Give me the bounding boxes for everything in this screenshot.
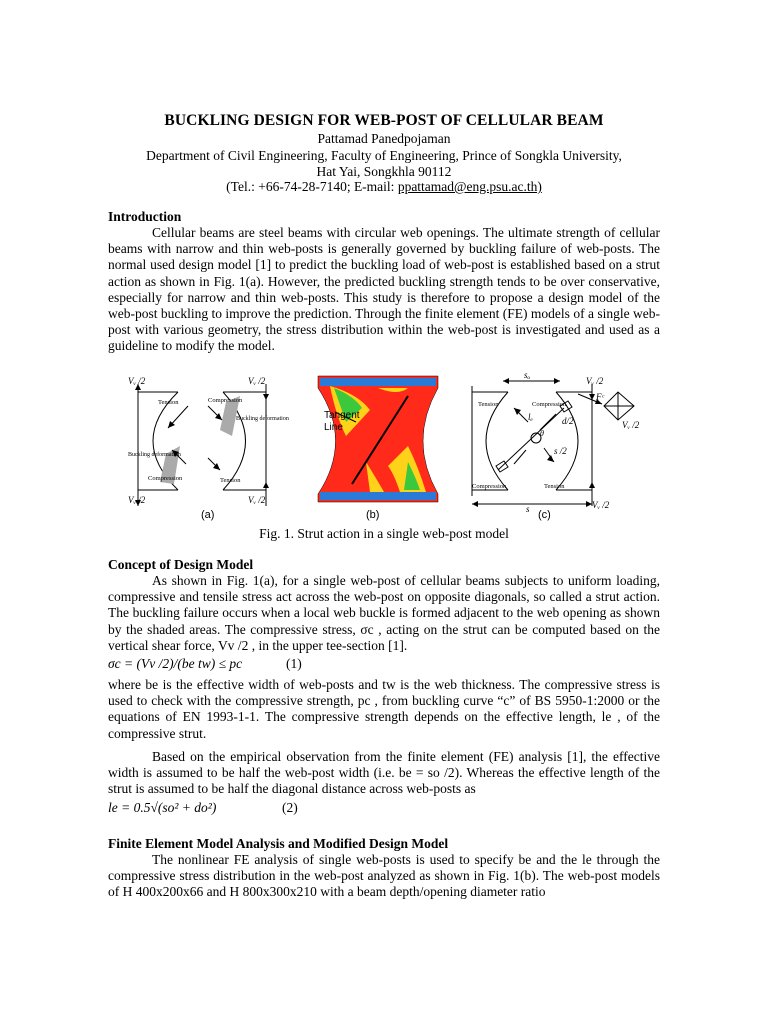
figure-1b-diagram	[316, 374, 440, 521]
concept-heading: Concept of Design Model	[108, 557, 254, 572]
c-top-right: Vᵥ /2	[586, 376, 604, 386]
c-fc: Fᶜ	[596, 392, 604, 402]
figure-1a-diagram	[128, 376, 289, 521]
c-tension-bottom: Tension	[544, 483, 565, 490]
figure-1c-diagram	[472, 370, 640, 521]
c-s2: s /2	[554, 446, 567, 456]
address: Hat Yai, Songkhla 90112	[316, 164, 452, 179]
c-right-v: Vᵥ /2	[622, 420, 640, 430]
b-line: Line	[324, 422, 343, 433]
intro-heading: Introduction	[108, 209, 182, 224]
fe-heading: Finite Element Model Analysis and Modified Design Model	[108, 836, 449, 851]
equation-2-number: (2)	[282, 800, 298, 815]
b-tangent: Tangent	[324, 410, 360, 421]
equation-1-number: (1)	[286, 656, 302, 671]
c-theta: θ	[540, 429, 544, 438]
contact-email: ppattamad@eng.psu.ac.th)	[397, 179, 542, 194]
intro-paragraph: Cellular beams are steel beams with circular web openings. The ultimate strength of cellular beams with narrow and thin web-posts is generally governed by buckling failure of web-posts. The normal used design model [1] to predict the buckling load of web-post is established based on a strut action as shown in Fig. 1(a). However, the predicted buckling strength tends to be over conservative, especially for narrow and thin web-posts. This study is therefore to propose a design model of the web-post buckling to improve the prediction. Through the finite element (FE) models of a single web-post with various geometry, the stress distribution within the web-post is investigated and used as a guideline to modify the model.	[108, 225, 660, 354]
c-bottom-right: Vᵥ /2	[592, 500, 610, 510]
author: Pattamad Panedpojaman	[317, 131, 451, 146]
figure-1c-label: (c)	[538, 509, 551, 521]
equation-2: le = 0.5√(so² + do²)	[108, 800, 217, 815]
c-tension: Tension	[478, 401, 499, 408]
figure-1a-label: (a)	[201, 509, 215, 521]
a-tension-bottom: Tension	[220, 477, 241, 484]
concept-paragraph-2: where be is the effective width of web-posts and tw is the web thickness. The compressive stress is used to check with the compressive strength, pc , from buckling curve “c” of BS 5950-1:2000 or the equations of EN 1993-1-1. The compressive strength depends on the effective length, le , of the compressive strut.	[108, 677, 660, 741]
a-buckling-right: Buckling deformation	[236, 416, 289, 422]
equation-1: σc = (Vv /2)/(be tw) ≤ pc	[108, 656, 243, 671]
figure-caption: Fig. 1. Strut action in a single web-post model	[259, 526, 509, 541]
a-compression-bottom: Compression	[148, 475, 183, 482]
concept-paragraph-1: As shown in Fig. 1(a), for a single web-post of cellular beams subjects to uniform loading, compressive and tensile stress act across the web-post on opposite diagonals, so called a strut action. The buckling failure occurs when a local web buckle is formed adjacent to the web opening as shown by the shaded areas. The compressive stress, σc , acting on the strut can be computed based on the vertical shear force, Vv /2 , in the upper tee-section [1].	[108, 573, 660, 653]
affiliation: Department of Civil Engineering, Faculty of Engineering, Prince of Songkla University,	[146, 148, 622, 163]
contact-prefix: (Tel.: +66-74-28-7140; E-mail:	[226, 179, 398, 194]
fe-paragraph: The nonlinear FE analysis of single web-posts is used to specify be and the le through the compressive stress distribution in the web-post analyzed as shown in Fig. 1(b). The web-post models of H 400x200x66 and H 800x300x210 with a beam depth/opening diameter ratio	[108, 852, 660, 900]
c-so: sₒ	[524, 370, 531, 380]
concept-paragraph-3: Based on the empirical observation from the finite element (FE) analysis [1], the effective width is assumed to be half the web-post width (i.e. be = so /2). Whereas the effective length of the strut is assumed to be half the diagonal distance across web-posts as	[108, 749, 660, 797]
a-top-right-label: Vᵥ /2	[248, 376, 266, 386]
a-compression-top: Compression	[208, 397, 243, 404]
c-le: lₑ	[528, 412, 533, 422]
a-bottom-right-label: Vᵥ /2	[248, 495, 266, 505]
a-tension-top: Tension	[158, 399, 179, 406]
c-compression-bottom: Compression	[472, 483, 507, 490]
contact-line	[108, 179, 660, 195]
c-compression: Compression	[532, 401, 567, 408]
c-s: s	[526, 504, 530, 514]
a-buckling-left: Buckling deformation	[128, 452, 181, 458]
c-d2: d/2	[562, 416, 574, 426]
paper-title: BUCKLING DESIGN FOR WEB-POST OF CELLULAR BEAM	[164, 112, 604, 129]
a-bottom-left-label: Vᵥ /2	[128, 495, 146, 505]
a-top-left-label: Vᵥ /2	[128, 376, 146, 386]
figure-1	[108, 366, 660, 526]
figure-1b-label: (b)	[366, 509, 380, 521]
